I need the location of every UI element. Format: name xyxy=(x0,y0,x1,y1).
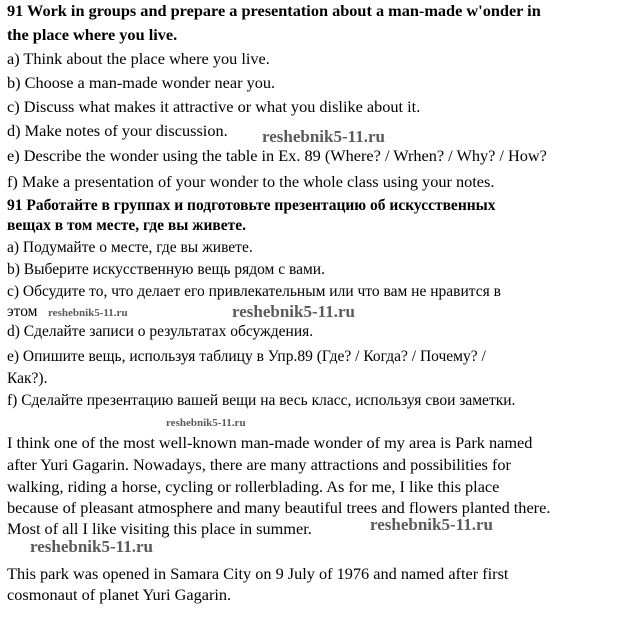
watermark: reshebnik5-11.ru xyxy=(166,417,246,429)
task-en-heading-line-2: the place where you live. xyxy=(7,25,178,44)
task-ru-item-e-line-2: Как?). xyxy=(7,370,48,387)
answer-p1-line-4: because of pleasant atmosphere and many beautiful trees and flowers planted there. xyxy=(7,498,551,517)
task-ru-item-c-line-2: этом xyxy=(7,303,38,320)
task-en-item-d: d) Make notes of your discussion. xyxy=(7,121,228,140)
task-ru-item-f: f) Сделайте презентацию вашей вещи на весь класс, используя свои заметки. xyxy=(7,392,516,409)
watermark: reshebnik5-11.ru xyxy=(30,537,153,556)
watermark: reshebnik5-11.ru xyxy=(232,302,355,321)
task-ru-item-e-line-1: e) Опишите вещь, используя таблицу в Упр.89 (Где? / Когда? / Почему? / xyxy=(7,348,486,365)
task-ru-heading-line-2: вещах в том месте, где вы живете. xyxy=(7,217,247,234)
watermark: reshebnik5-11.ru xyxy=(48,307,128,319)
task-en-item-b: b) Choose a man-made wonder near you. xyxy=(7,73,276,92)
answer-p1-line-1: I think one of the most well-known man-made wonder of my area is Park named xyxy=(7,433,533,452)
answer-p1-line-3: walking, riding a horse, cycling or rollerblading. As for me, I like this place xyxy=(7,477,500,496)
task-ru-item-c-line-1: c) Обсудите то, что делает его привлекательным или что вам не нравится в xyxy=(7,283,501,300)
answer-p1-line-2: after Yuri Gagarin. Nowadays, there are many attractions and possibilities for xyxy=(7,455,511,474)
watermark: reshebnik5-11.ru xyxy=(262,127,385,146)
answer-p1-line-5: Most of all I like visiting this place in summer. xyxy=(7,519,312,538)
task-en-item-a: a) Think about the place where you live. xyxy=(7,49,270,68)
task-ru-heading-line-1: 91 Работайте в группах и подготовьте презентацию об искусственных xyxy=(7,197,496,214)
task-ru-item-a: a) Подумайте о месте, где вы живете. xyxy=(7,239,253,256)
answer-p2-line-1: This park was opened in Samara City on 9 July of 1976 and named after first xyxy=(7,564,509,583)
task-ru-item-d: d) Сделайте записи о результатах обсуждения. xyxy=(7,323,314,340)
task-en-heading-line-1: 91 Work in groups and prepare a presentation about a man-made w'onder in xyxy=(7,1,541,20)
task-en-item-e: e) Describe the wonder using the table in Ex. 89 (Where? / Wrhen? / Why? / How? xyxy=(7,146,547,165)
task-en-item-c: c) Discuss what makes it attractive or what you dislike about it. xyxy=(7,97,421,116)
answer-p2-line-2: cosmonaut of planet Yuri Gagarin. xyxy=(7,585,232,604)
task-en-item-f: f) Make a presentation of your wonder to the whole class using your notes. xyxy=(7,172,495,191)
watermark: reshebnik5-11.ru xyxy=(370,515,493,534)
task-ru-item-b: b) Выберите искусственную вещь рядом с вами. xyxy=(7,261,325,278)
